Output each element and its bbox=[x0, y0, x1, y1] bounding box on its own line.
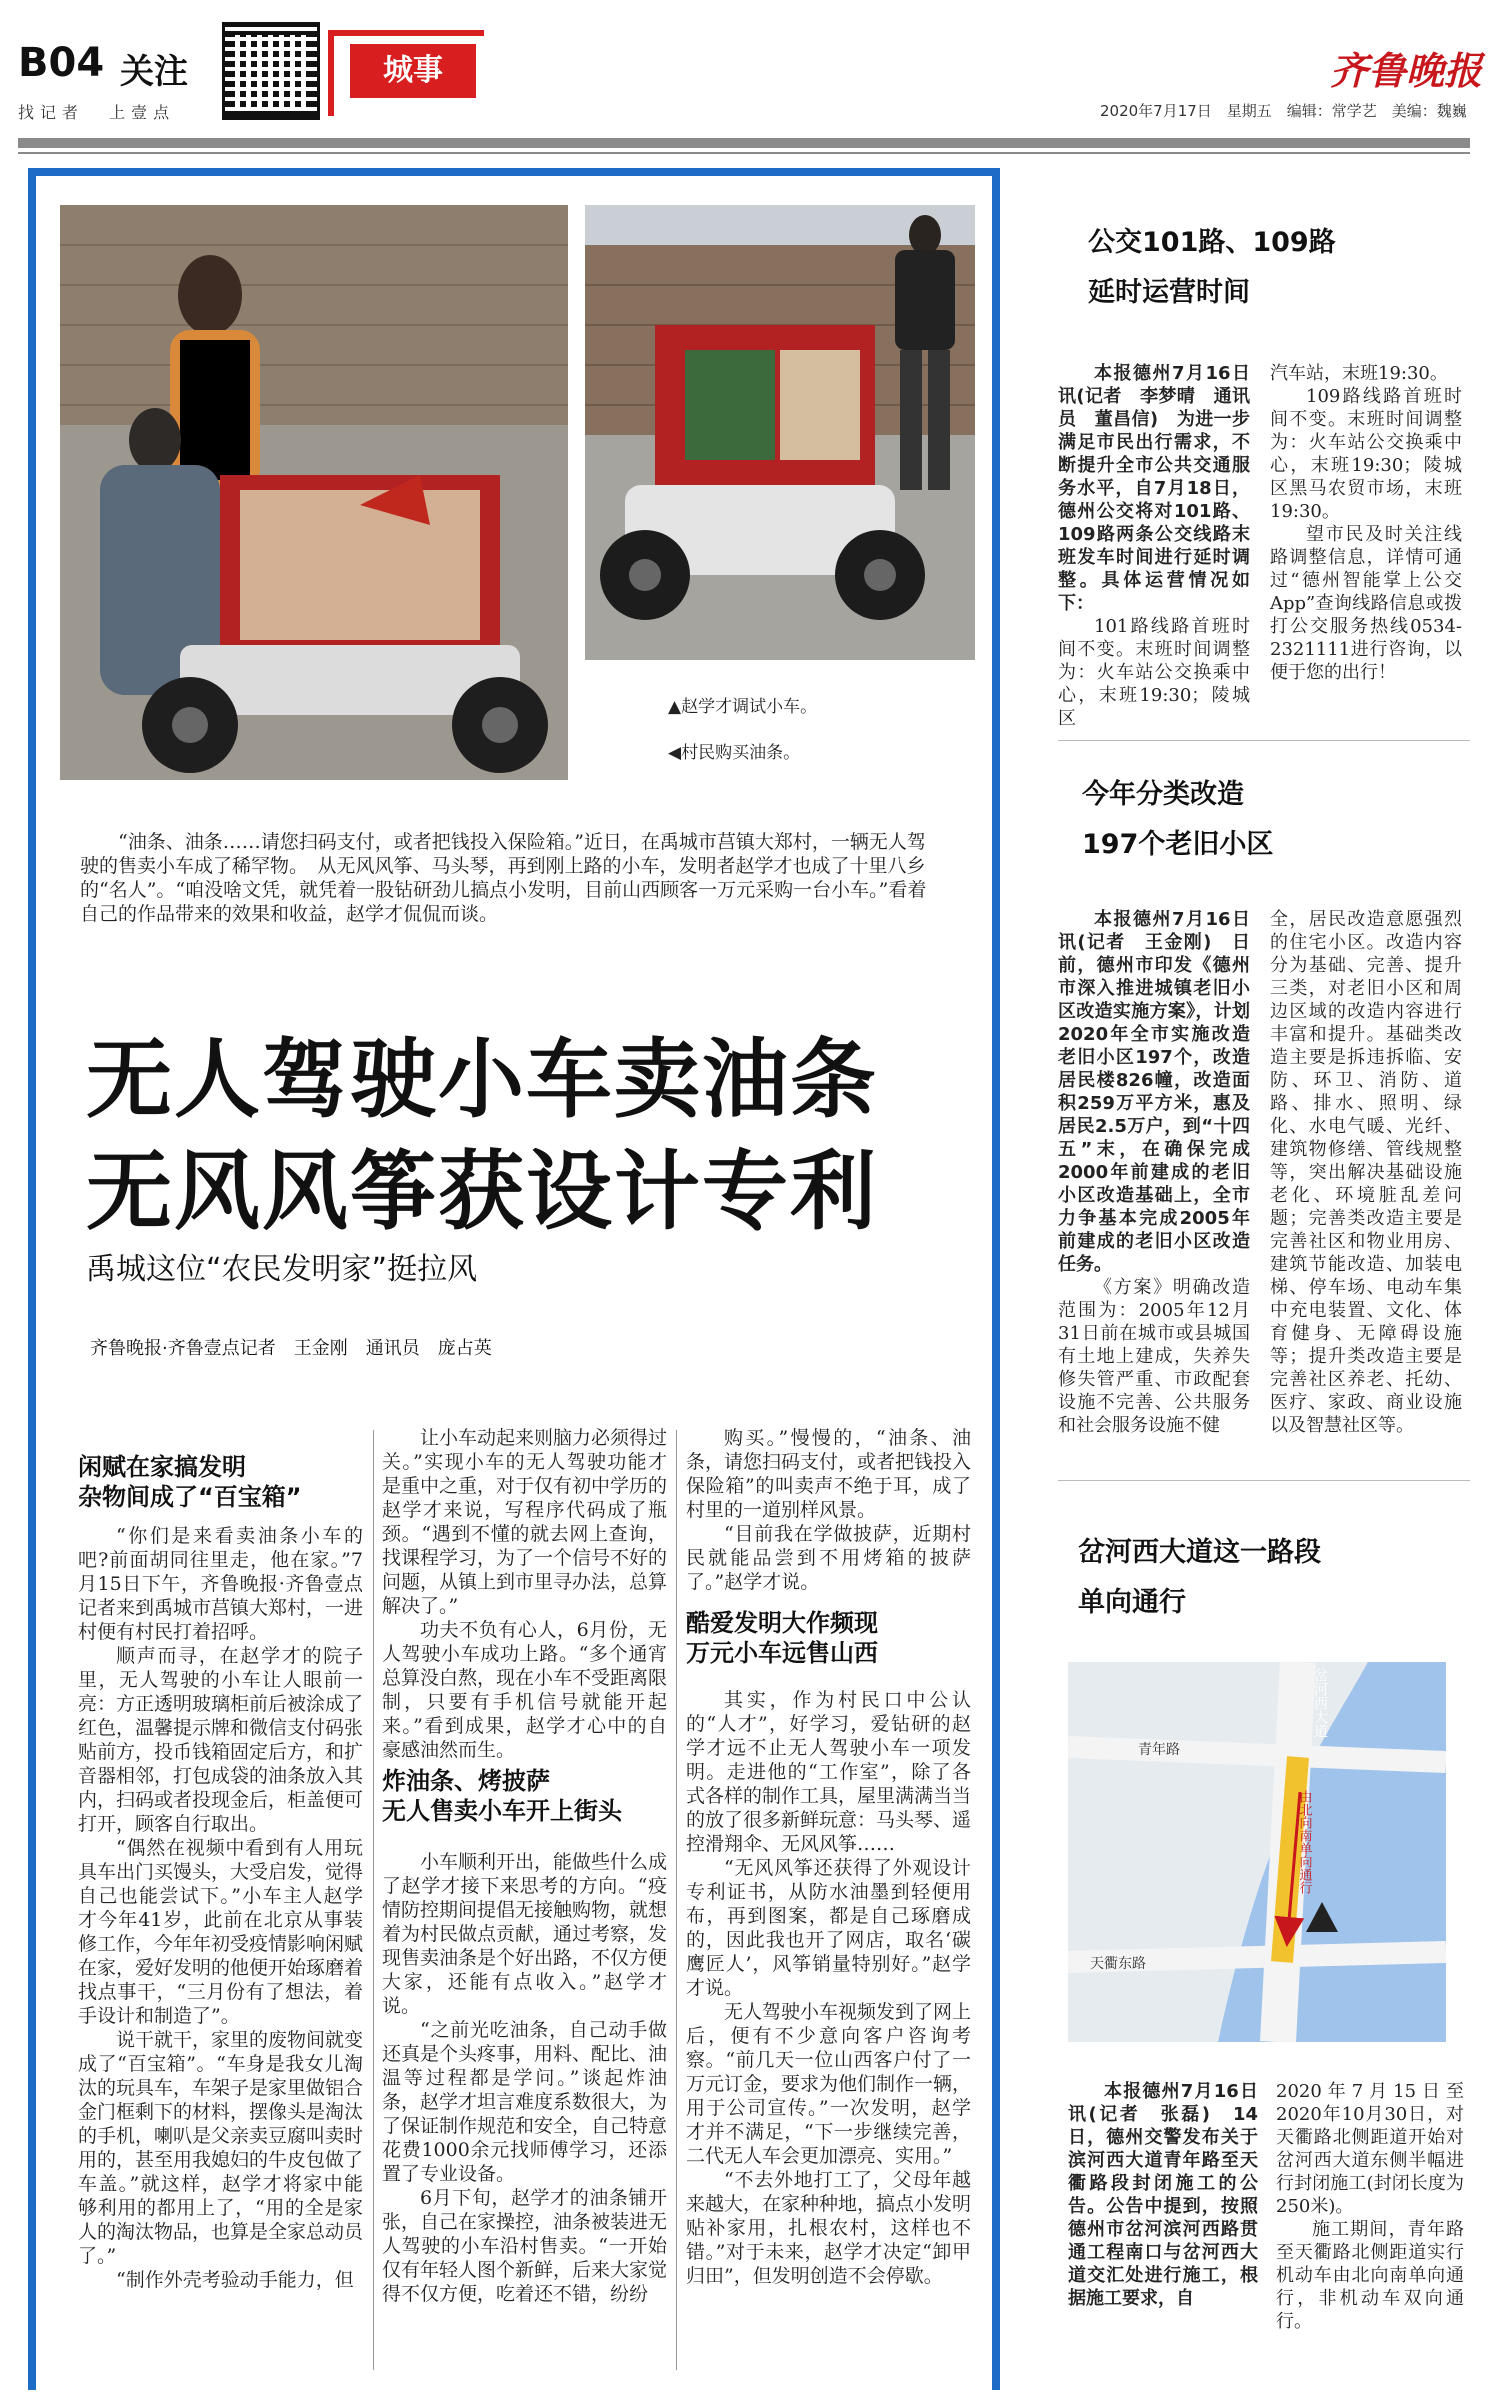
subheadline: 禹城这位“农民发明家”挺拉风 bbox=[86, 1252, 478, 1287]
paragraph: 6月下旬，赵学才的油条铺开张，自己在家操控，油条被装进无人驾驶的小车沿村售卖。“一开始仅有年轻人图个新鲜，后来大家觉得不仅方便，吃着还不错，纷纷 bbox=[382, 2187, 668, 2305]
column-divider bbox=[373, 1430, 374, 2370]
article-separator bbox=[1058, 740, 1470, 741]
subheading-3: 酷爱发明大作频现 万元小车远售山西 bbox=[686, 1609, 878, 1667]
renovation-title-2: 197个老旧小区 bbox=[1082, 829, 1274, 860]
tab-city: 城事 bbox=[350, 44, 476, 98]
header-rule-thin bbox=[18, 152, 1470, 154]
paragraph: 全，居民改造意愿强烈的住宅小区。改造内容分为基础、完善、提升三类，对老旧小区和周边区域的改造内容进行丰富和提升。基础类改造主要是拆违拆临、安防、环卫、消防、道路、排水、照明、绿化、水电气暖、光纤、建筑物修缮、管线规整等，突出解决基础设施老化、环境脏乱差问题；完善类改造主要是完善社区和物业用房、建筑节能改造、加装电梯、停车场、电动车集中充电装置、文化、体育健身、无障碍设施等；提升类改造主要是完善社区养老、托幼、医疗、家政、商业设施以及智慧社区等。 bbox=[1270, 909, 1462, 1436]
page-number: B04 bbox=[18, 40, 105, 86]
paragraph: “无风风筝还获得了外观设计专利证书，从防水油墨到轻便用布，再到图案，都是自己琢磨成的，因此我也开了网店，取名‘碳鹰匠人’，风筝销量特别好。”赵学才说。 bbox=[686, 1857, 971, 1999]
photo-inventor-testing bbox=[585, 205, 975, 660]
body-column-1 bbox=[78, 1524, 363, 2292]
subheading-2: 炸油条、烤披萨 无人售卖小车开上街头 bbox=[382, 1767, 622, 1825]
column-divider bbox=[676, 1430, 677, 2370]
caption-inventor: ▲赵学才调试小车。 bbox=[668, 697, 818, 717]
paragraph: 功夫不负有心人，6月份，无人驾驶小车成功上路。“多个通宵总算没白熬，现在小车不受距离限制，只要有手机信号就能开起来。”看到成果，赵学才心中的自豪感油然而生。 bbox=[382, 1619, 668, 1761]
paragraph: 其实，作为村民口中公认的“人才”，好学习，爱钻研的赵学才远不止无人驾驶小车一项发明。走进他的“工作室”，除了各式各样的制作工具，屋里满满当当的放了很多新鲜玩意：马头琴、遥控滑翔伞、无风风筝…… bbox=[686, 1689, 972, 1855]
qr-code-icon[interactable] bbox=[222, 22, 320, 120]
byline: 齐鲁晚报·齐鲁壹点记者 王金刚 通讯员 庞占英 bbox=[90, 1338, 492, 1359]
bus-article-title-2: 延时运营时间 bbox=[1088, 277, 1250, 308]
road-col-b bbox=[1276, 2080, 1464, 2333]
road-title-2: 单向通行 bbox=[1078, 1587, 1186, 1618]
renovation-col-b bbox=[1270, 908, 1462, 1437]
paragraph: 汽车站，末班19:30。 bbox=[1270, 363, 1448, 384]
photo-villagers-buying bbox=[60, 205, 568, 780]
road-map bbox=[1068, 1662, 1446, 2042]
paragraph: 小车顺利开出，能做些什么成了赵学才接下来思考的方向。“疫情防控期间提倡无接触购物，就想着为村民做点贡献，通过考察，发现售卖油条是个好出路，不仅方便大家，还能有点收入。”赵学才说。 bbox=[382, 1851, 668, 2017]
renovation-title-1: 今年分类改造 bbox=[1082, 779, 1244, 810]
paragraph: 说干就干，家里的废物间就变成了“百宝箱”。“车身是我女儿淘汰的玩具车，车架子是家里做铝合金门框剩下的材料，摆像头是淘汰的手机，喇叭是父亲卖豆腐叫卖时用的，甚至用我媳妇的牛皮包做了车盖。”就这样，赵学才将家中能够利用的都用上了，“用的全是家人的淘汰物品，也算是全家总动员了。” bbox=[78, 2029, 364, 2267]
caption-villagers: ◀村民购买油条。 bbox=[668, 743, 801, 763]
paragraph: “目前我在学做披萨，近期村民就能品尝到不用烤箱的披萨了。”赵学才说。 bbox=[686, 1523, 971, 1593]
renovation-col-a bbox=[1058, 908, 1250, 1437]
lead-paragraph: “油条、油条……请您扫码支付，或者把钱投入保险箱。”近日，在禹城市莒镇大郑村，一辆无人驾驶的售卖小车成了稀罕物。 从无风风筝、马头琴，再到刚上路的小车，发明者赵学才也成了十里八乡的“名人”。“咱没啥文凭，就凭着一股钻研劲儿搞点小发明，目前山西顾客一万元采购一台小车。”看着自己的作品带来的效果和收益，赵学才侃侃而谈。 bbox=[80, 831, 927, 925]
headline-line-2: 无风风筝获设计专利 bbox=[86, 1142, 878, 1242]
paragraph: 望市民及时关注线路调整信息，详情可通过“德州智能掌上公交App”查询线路信息或拨打公交服务热线0534-2321111进行咨询，以便于您的出行！ bbox=[1270, 524, 1462, 683]
body-column-3a bbox=[686, 1426, 971, 1594]
paragraph: 顺声而寻，在赵学才的院子里，无人驾驶的小车让人眼前一亮：方正透明玻璃柜前后被涂成了红色，温馨提示牌和微信支付码张贴前方，投币钱箱固定后方，和扩音器相邻，打包成袋的油条放入其内，扫码或者投现金后，柜盖便可打开，顾客自行取出。 bbox=[78, 1645, 364, 1835]
paragraph: “制作外壳考验动手能力，但 bbox=[116, 2269, 354, 2291]
paragraph: 让小车动起来则脑力必须得过关。”实现小车的无人驾驶功能才是重中之重，对于仅有初中学历的赵学才来说，写程序代码成了瓶颈。“遇到不懂的就去网上查询，找课程学习，为了一个信号不好的问题，从镇上到市里寻办法，总算解决了。” bbox=[382, 1427, 668, 1617]
map-label-oneway: 由北向南单向通行 bbox=[1296, 1790, 1312, 1894]
paragraph: 109路线路首班时间不变。末班时间调整为：火车站公交换乘中心，末班19:30；陵城区黑马农贸市场，末班19:30。 bbox=[1270, 386, 1462, 522]
issue-meta: 2020年7月17日 星期五 编辑：常学艺 美编：魏巍 bbox=[1100, 102, 1467, 120]
paragraph: “之前光吃油条，自己动手做还真是个头疼事，用料、配比、油温等过程都是学问。”谈起炸油条，赵学才坦言难度系数很大，为了保证制作规范和安全，自己特意花费1000余元找师傅学习，还添置了专业设备。 bbox=[382, 2019, 668, 2185]
subheading-1: 闲赋在家搞发明 杂物间成了“百宝箱” bbox=[78, 1453, 302, 1511]
header-rule bbox=[18, 138, 1470, 148]
paragraph: 本报德州7月16日讯(记者 王金刚) 日前，德州市印发《德州市深入推进城镇老旧小区改造实施方案》，计划2020年全市实施改造老旧小区197个，改造居民楼826幢，改造面积259万平方米，惠及居民2.5万户，到“十四五”末，在确保完成2000年前建成的老旧小区改造基础上，全市力争基本完成2005年前建成的老旧小区改造任务。 bbox=[1058, 909, 1251, 1275]
paragraph: 101路线路首班时间不变。末班时间调整为：火车站公交换乘中心，末班19:30；陵城区 bbox=[1058, 616, 1250, 729]
map-label-road-vertical: 岔河西大道 bbox=[1312, 1668, 1328, 1738]
road-title-1: 岔河西大道这一路段 bbox=[1078, 1537, 1321, 1568]
body-column-2b bbox=[382, 1850, 667, 2306]
paragraph: 无人驾驶小车视频发到了网上后，便有不少意向客户咨询考察。“前几天一位山西客户付了一万元订金，要求为他们制作一辆，用于公司宣传。”一次发明，赵学才并不满足，“下一步继续完善，二代无人车会更加漂亮、实用。” bbox=[686, 2001, 972, 2167]
body-column-3b bbox=[686, 1688, 971, 2288]
slogan: 找记者 上壹点 bbox=[18, 103, 176, 122]
paragraph: 本报德州7月16日讯(记者 张磊) 14日，德州交警发布关于滨河西大道青年路至天衢路段封闭施工的公告。公告中提到，按照德州市岔河滨河西路贯通工程南口与岔河西大道交汇处进行施工，根据施工要求，自 bbox=[1068, 2081, 1258, 2309]
paragraph: 本报德州7月16日讯(记者 李梦晴 通讯员 董昌信) 为进一步满足市民出行需求，不断提升全市公共交通服务水平，自7月18日，德州公交将对101路、109路两条公交线路末班发车时间进行延时调整。具体运营情况如下： bbox=[1058, 363, 1250, 614]
newspaper-logo: 齐鲁晚报 bbox=[1330, 48, 1483, 93]
bus-article-title-1: 公交101路、109路 bbox=[1088, 227, 1336, 258]
headline-line-1: 无人驾驶小车卖油条 bbox=[86, 1030, 878, 1130]
road-col-a bbox=[1068, 2080, 1258, 2310]
bus-article-col-a bbox=[1058, 362, 1250, 730]
body-column-2a bbox=[382, 1426, 667, 1762]
map-label-tianqu: 天衢东路 bbox=[1090, 1956, 1146, 1972]
paragraph: “你们是来看卖油条小车的吧?前面胡同往里走，他在家。”7月15日下午，齐鲁晚报·齐鲁壹点记者来到禹城市莒镇大郑村，一进村便有村民打着招呼。 bbox=[78, 1525, 364, 1643]
section-name: 关注 bbox=[120, 52, 188, 92]
paragraph: 购买。”慢慢的，“油条、油条，请您扫码支付，或者把钱投入保险箱”的叫卖声不绝于耳，成了村里的一道别样风景。 bbox=[686, 1427, 972, 1521]
article-separator bbox=[1058, 1480, 1470, 1481]
paragraph: 施工期间，青年路至天衢路北侧距道实行机动车由北向南单向通行，非机动车双向通行。 bbox=[1276, 2219, 1464, 2332]
map-label-qingnian: 青年路 bbox=[1138, 1742, 1180, 1758]
paragraph: 2020年7月15日至2020年10月30日，对天衢路北侧距道开始对岔河西大道东侧半幅进行封闭施工(封闭长度为250米)。 bbox=[1276, 2081, 1464, 2217]
paragraph: “偶然在视频中看到有人用玩具车出门买馒头，大受启发，觉得自己也能尝试下。”小车主人赵学才今年41岁，此前在北京从事装修工作，今年年初受疫情影响闲赋在家，爱好发明的他便开始琢磨着找点事干，“三月份有了想法，着手设计和制造了”。 bbox=[78, 1837, 364, 2027]
bus-article-col-b bbox=[1270, 362, 1462, 684]
paragraph: 《方案》明确改造范围为：2005年12月31日前在城市或县城国有土地上建成，失养失修失管严重、市政配套设施不完善、公共服务和社会服务设施不健 bbox=[1058, 1277, 1250, 1436]
paragraph: “不去外地打工了，父母年越来越大，在家种种地，搞点小发明贴补家用，扎根农村，这样也不错。”对于未来，赵学才决定“卸甲归田”，但发明创造不会停歇。 bbox=[686, 2169, 972, 2287]
